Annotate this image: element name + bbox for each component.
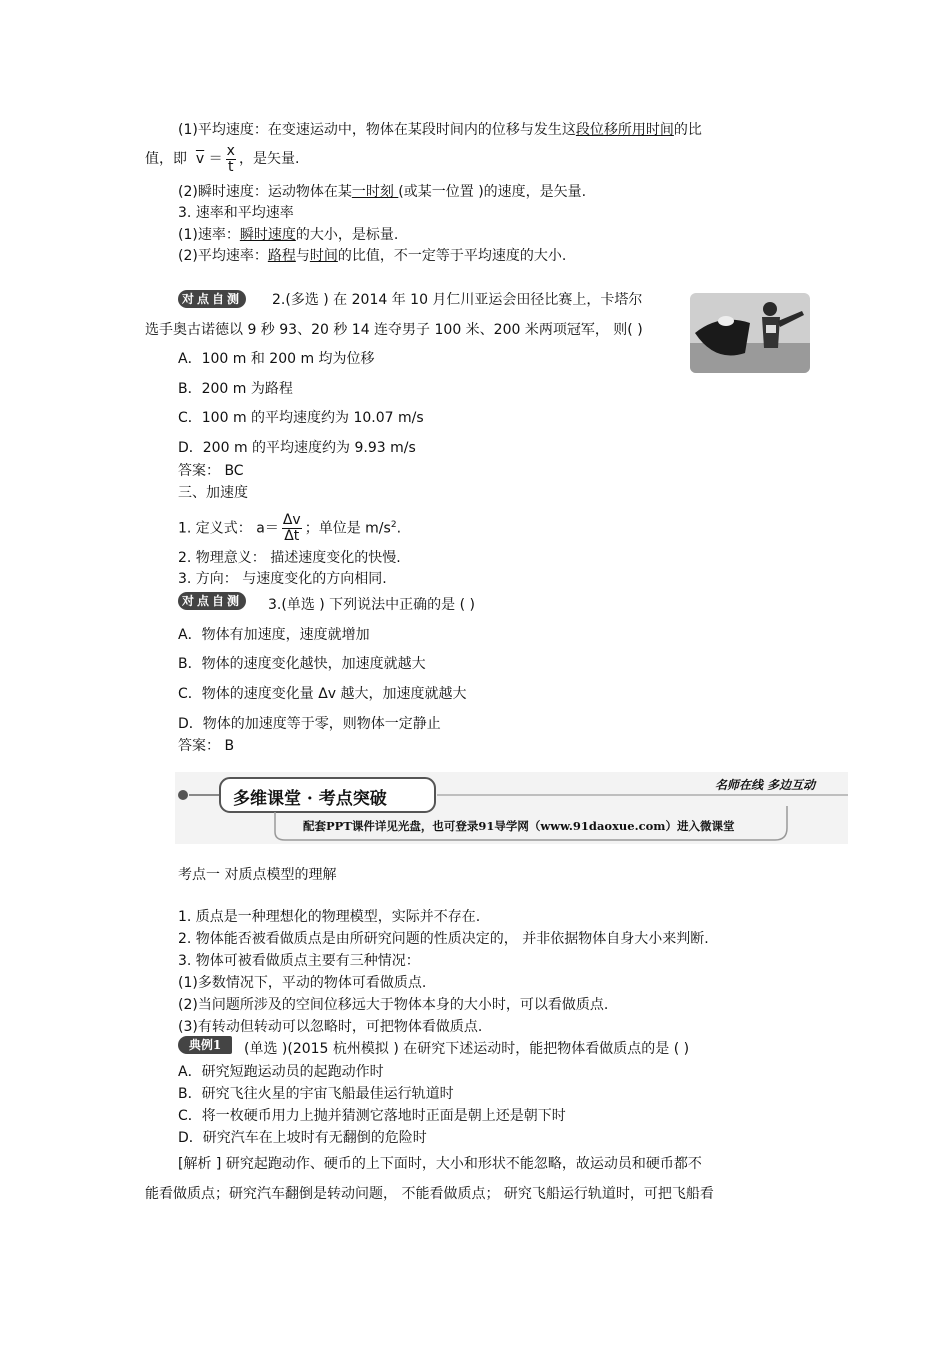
direction-line: 3. 方向： 与速度变化的方向相同.: [178, 571, 387, 587]
banner-title: 多维课堂 · 考点突破: [233, 789, 387, 809]
example-option-b: B．研究飞往火星的宇宙飞船最佳运行轨道时: [178, 1086, 454, 1102]
avg-velocity-formula-line: 值，即 $\overline{v}$ ＝ $\frac{x}{t}$ ，是矢量.: [145, 142, 300, 175]
key-point-title: 考点一 对质点模型的理解: [178, 867, 337, 883]
q2-option-d: D．200 m 的平均速度约为 9.93 m/s: [178, 440, 416, 456]
self-check-tag-2: 对点自测: [178, 592, 246, 610]
q3-option-c: C．物体的速度变化量 Δv 越大，加速度就越大: [178, 686, 467, 702]
speed-heading: 3. 速率和平均速率: [178, 205, 294, 221]
speed-line: (1)速率：瞬时速度的大小，是标量.: [178, 227, 399, 243]
banner-right: 名师在线 多边互动: [715, 778, 816, 792]
analysis-line-1: [解析 ] 研究起跑动作、硬币的上下面时，大小和形状不能忽略，故运动员和硬币都不: [178, 1156, 702, 1172]
example-option-a: A．研究短跑运动员的起跑动作时: [178, 1064, 384, 1080]
point-3-2: (2)当问题所涉及的空间位移远大于物体本身的大小时，可以看做质点.: [178, 997, 609, 1013]
point-3-3: (3)有转动但转动可以忽略时，可把物体看做质点.: [178, 1019, 483, 1035]
q3-option-b: B．物体的速度变化越快，加速度就越大: [178, 656, 426, 672]
q2-answer: 答案： BC: [178, 463, 244, 479]
example-tag: 典例1: [178, 1036, 232, 1054]
point-2: 2. 物体能否被看做质点是由所研究问题的性质决定的， 并非依据物体自身大小来判断.: [178, 931, 709, 947]
acceleration-heading: 三、加速度: [178, 485, 248, 501]
q3-option-d: D．物体的加速度等于零，则物体一定静止: [178, 716, 441, 732]
avg-speed-line: (2)平均速率：路程与时间的比值，不一定等于平均速度的大小.: [178, 248, 567, 264]
point-3-1: (1)多数情况下，平动的物体可看做质点.: [178, 975, 427, 991]
example-option-d: D．研究汽车在上坡时有无翻倒的危险时: [178, 1130, 427, 1146]
sprinter-photo: [690, 293, 810, 373]
q3-option-a: A．物体有加速度，速度就增加: [178, 627, 370, 643]
section-banner: [175, 772, 848, 844]
acceleration-definition: 1. 定义式： a＝ $\frac{\Delta v}{\Delta t}$ ；单位是 $m/s^2$.: [178, 512, 402, 545]
q2-option-c: C．100 m 的平均速度约为 10.07 m/s: [178, 410, 424, 426]
avg-velocity-line: (1)平均速度：在变速运动中，物体在某段时间内的位移与发生这段位移所用时间的比: [178, 122, 702, 138]
point-3: 3. 物体可被看做质点主要有三种情况：: [178, 953, 420, 969]
banner-subtitle: 配套PPT课件详见光盘，也可登录91导学网（www.91daoxue.com）进入微课堂: [303, 819, 735, 833]
q3-answer: 答案： B: [178, 738, 235, 754]
example-stem: (单选 )(2015 杭州模拟 ) 在研究下述运动时，能把物体看做质点的是 ( ): [244, 1041, 690, 1057]
q2-stem-line2: 选手奥古诺德以 9 秒 93、20 秒 14 连夺男子 100 米、200 米两项冠军， 则( ): [145, 322, 643, 338]
point-1: 1. 质点是一种理想化的物理模型，实际并不存在.: [178, 909, 481, 925]
q2-stem-line1: 2.(多选 ) 在 2014 年 10 月仁川亚运会田径比赛上，卡塔尔: [272, 292, 643, 308]
example-option-c: C．将一枚硬币用力上抛并猜测它落地时正面是朝上还是朝下时: [178, 1108, 566, 1124]
physical-meaning: 2. 物理意义： 描述速度变化的快慢.: [178, 550, 401, 566]
analysis-line-2: 能看做质点；研究汽车翻倒是转动问题， 不能看做质点； 研究飞船运行轨道时，可把飞船看: [145, 1186, 714, 1202]
self-check-tag: 对点自测: [178, 290, 246, 308]
q2-option-b: B．200 m 为路程: [178, 381, 293, 397]
instant-velocity-line: (2)瞬时速度：运动物体在某一时刻 (或某一位置 )的速度，是矢量.: [178, 184, 587, 200]
q3-stem: 3.(单选 ) 下列说法中正确的是 ( ): [268, 597, 476, 613]
q2-option-a: A．100 m 和 200 m 均为位移: [178, 351, 375, 367]
